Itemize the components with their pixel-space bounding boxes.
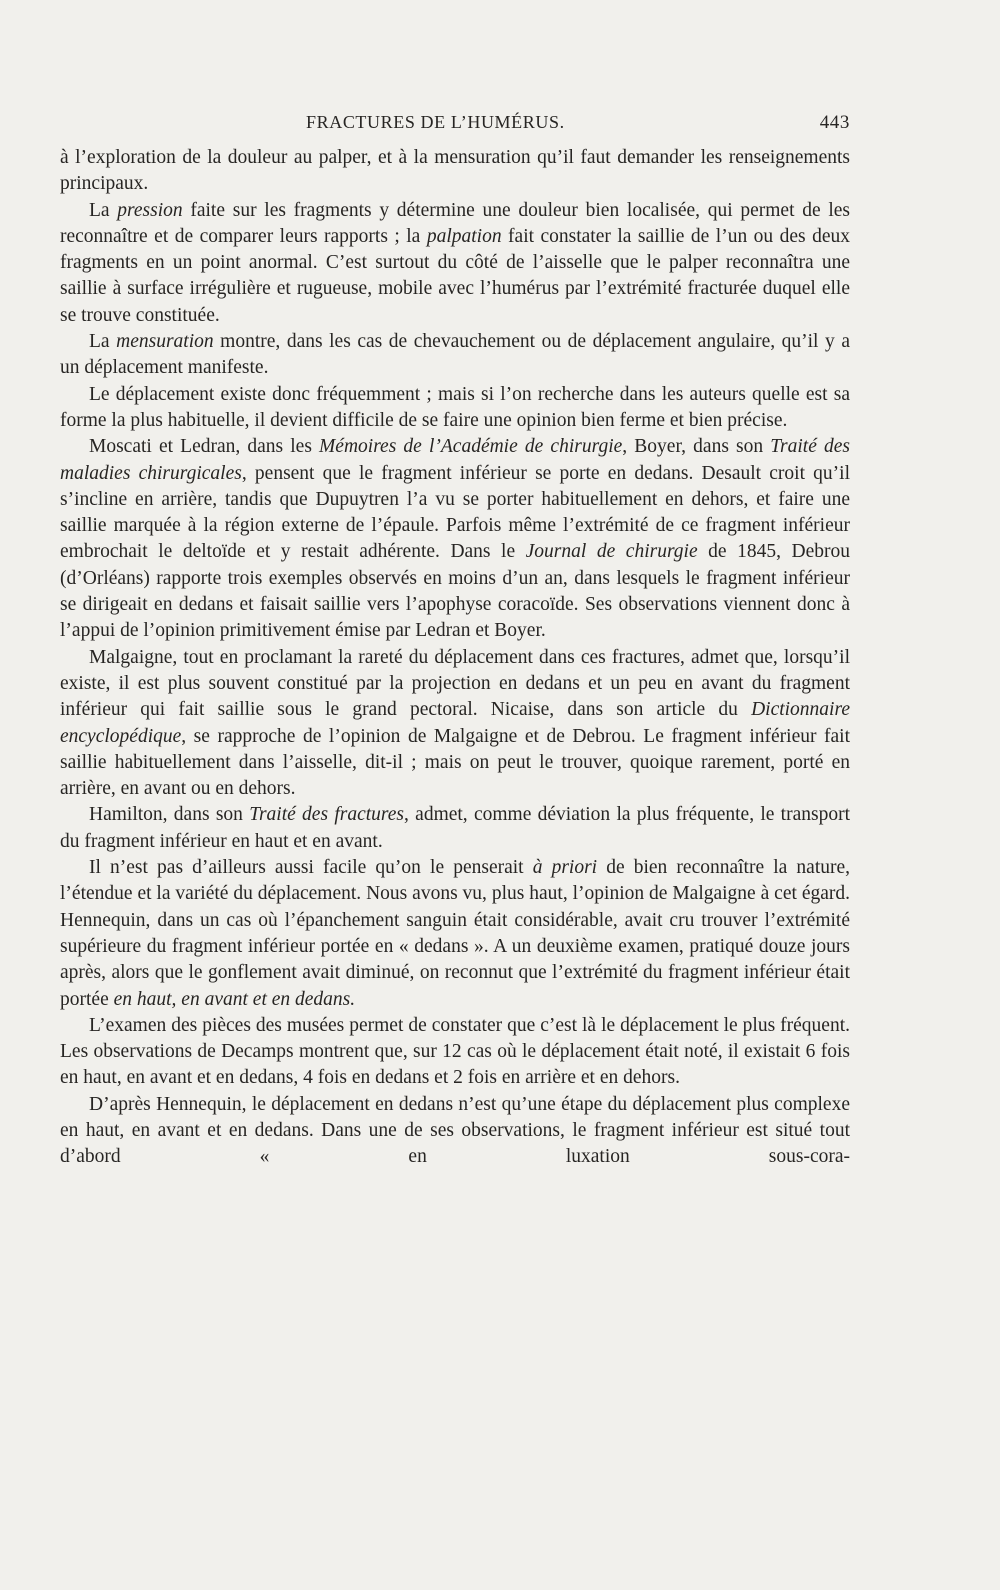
- text-run: Il n’est pas d’ailleurs aussi facile qu’on le penserait: [89, 857, 533, 879]
- italic-run: Journal de chirurgie: [525, 541, 698, 563]
- text-run: à l’exploration de la douleur au palper, et à la mensuration qu’il faut demander les renseignements principaux.: [60, 147, 850, 195]
- italic-run: Mémoires de l’Académie de chirurgie: [319, 436, 623, 458]
- text-run: La: [89, 199, 118, 221]
- italic-run: Dictionnaire encyclopédique: [60, 699, 850, 747]
- paragraph: [60, 434, 850, 644]
- paragraph: [60, 802, 850, 855]
- paragraph: [60, 855, 850, 1013]
- text-run: , se rapproche de l’opinion de Malgaigne et de Debrou. Le fragment inférieur fait saillie habituellement dans l’aisselle, dit-il ; mais on peut le trouver, quoique rarement, porté en arrière, en avant ou en dehors.: [60, 725, 850, 800]
- italic-run: à priori: [532, 857, 598, 879]
- paragraph: [60, 198, 850, 329]
- page-number: 443: [819, 112, 850, 133]
- text-run: L’examen des pièces des musées permet de constater que c’est là le déplacement le plus fréquent. Les observations de Decamps montrent que, sur 12 cas où le déplacement était noté, il existait 6 fois en haut, en avant et en dedans, 4 fois en dedans et 2 fois en arrière et en dehors.: [60, 1014, 850, 1089]
- running-title: FRACTURES DE L’HUMÉRUS.: [306, 112, 565, 132]
- text-run: , pensent que le fragment inférieur se porte en dedans. Desault croit qu’il s’incline en arrière, tandis que Dupuytren l’a vu se porter habituellement en dehors, et faire une saillie marquée à la région externe de l’épaule. Parfois même l’extrémité de ce fragment inférieur embrochait le deltoïde et y restait adhérente. Dans le: [60, 462, 851, 563]
- text-run: fait constater la saillie de l’un ou des deux fragments en un point anormal. C’est surtout du côté de l’aisselle que le palper reconnaîtra une saillie à surface irrégulière et rugueuse, mobile avec l’humérus par l’extrémité fracturée duquel elle se trouve constituée.: [60, 225, 850, 326]
- text-run: D’après Hennequin, le déplacement en dedans n’est qu’une étape du déplacement plus complexe en haut, en avant et en dedans. Dans une de ses observations, le fragment inférieur est situé tout d’abord « en luxation sous-cora-: [60, 1093, 850, 1168]
- text-run: , admet, comme déviation la plus fréquente, le transport du fragment inférieur en haut et en avant.: [60, 804, 850, 852]
- text-run: , Boyer, dans son: [622, 436, 771, 458]
- italic-run: mensuration: [116, 331, 214, 353]
- text-run: Le déplacement existe donc fréquemment ; mais si l’on recherche dans les auteurs quelle est sa forme la plus habituelle, il devient difficile de se faire une opinion bien ferme et bien précise.: [60, 383, 850, 431]
- paragraph: [60, 382, 850, 435]
- text-run: Hamilton, dans son: [89, 804, 250, 826]
- running-header: [60, 108, 850, 138]
- paragraph: [60, 1092, 850, 1171]
- italic-run: pression: [117, 199, 183, 221]
- paragraph: [60, 145, 850, 198]
- text-run: montre, dans les cas de chevauchement ou de déplacement angulaire, qu’il y a un déplacement manifeste.: [60, 331, 850, 379]
- italic-run: Traité des fractures: [249, 804, 405, 826]
- italic-run: Traité des maladies chirurgicales: [60, 436, 850, 484]
- italic-run: en haut, en avant et en dedans.: [113, 988, 356, 1010]
- body-text: [60, 145, 850, 1171]
- italic-run: palpation: [426, 225, 502, 247]
- text-run: de 1845, Debrou (d’Orléans) rapporte trois exemples observés en moins d’un an, dans lesquels le fragment inférieur se dirigeait en dedans et faisait saillie vers l’apophyse coracoïde. Ses observations viennent donc à l’appui de l’opinion primitivement émise par Ledran et Boyer.: [60, 541, 850, 642]
- paragraph: [60, 329, 850, 382]
- paragraph: [60, 1013, 850, 1092]
- text-run: Moscati et Ledran, dans les: [89, 436, 320, 458]
- paragraph: [60, 645, 850, 803]
- text-run: faite sur les fragments y détermine une douleur bien localisée, qui permet de les reconnaître et de comparer leurs rapports ; la: [60, 199, 850, 247]
- text-run: La: [89, 331, 117, 353]
- text-run: Malgaigne, tout en proclamant la rareté du déplacement dans ces fractures, admet que, lorsqu’il existe, il est plus souvent constitué par la projection en dedans et un peu en avant du fragment inférieur qui fait saillie sous le grand pectoral. Nicaise, dans son article du: [60, 646, 850, 721]
- text-run: de bien reconnaître la nature, l’étendue et la variété du déplacement. Nous avons vu, plus haut, l’opinion de Malgaigne à cet égard. Hennequin, dans un cas où l’épanchement sanguin était considérable, avait cru trouver l’extrémité supérieure du fragment inférieur portée en « dedans ». A un deuxième examen, pratiqué douze jours après, alors que le gonflement avait diminué, on reconnut que l’extrémité du fragment inférieur était portée: [60, 857, 851, 1010]
